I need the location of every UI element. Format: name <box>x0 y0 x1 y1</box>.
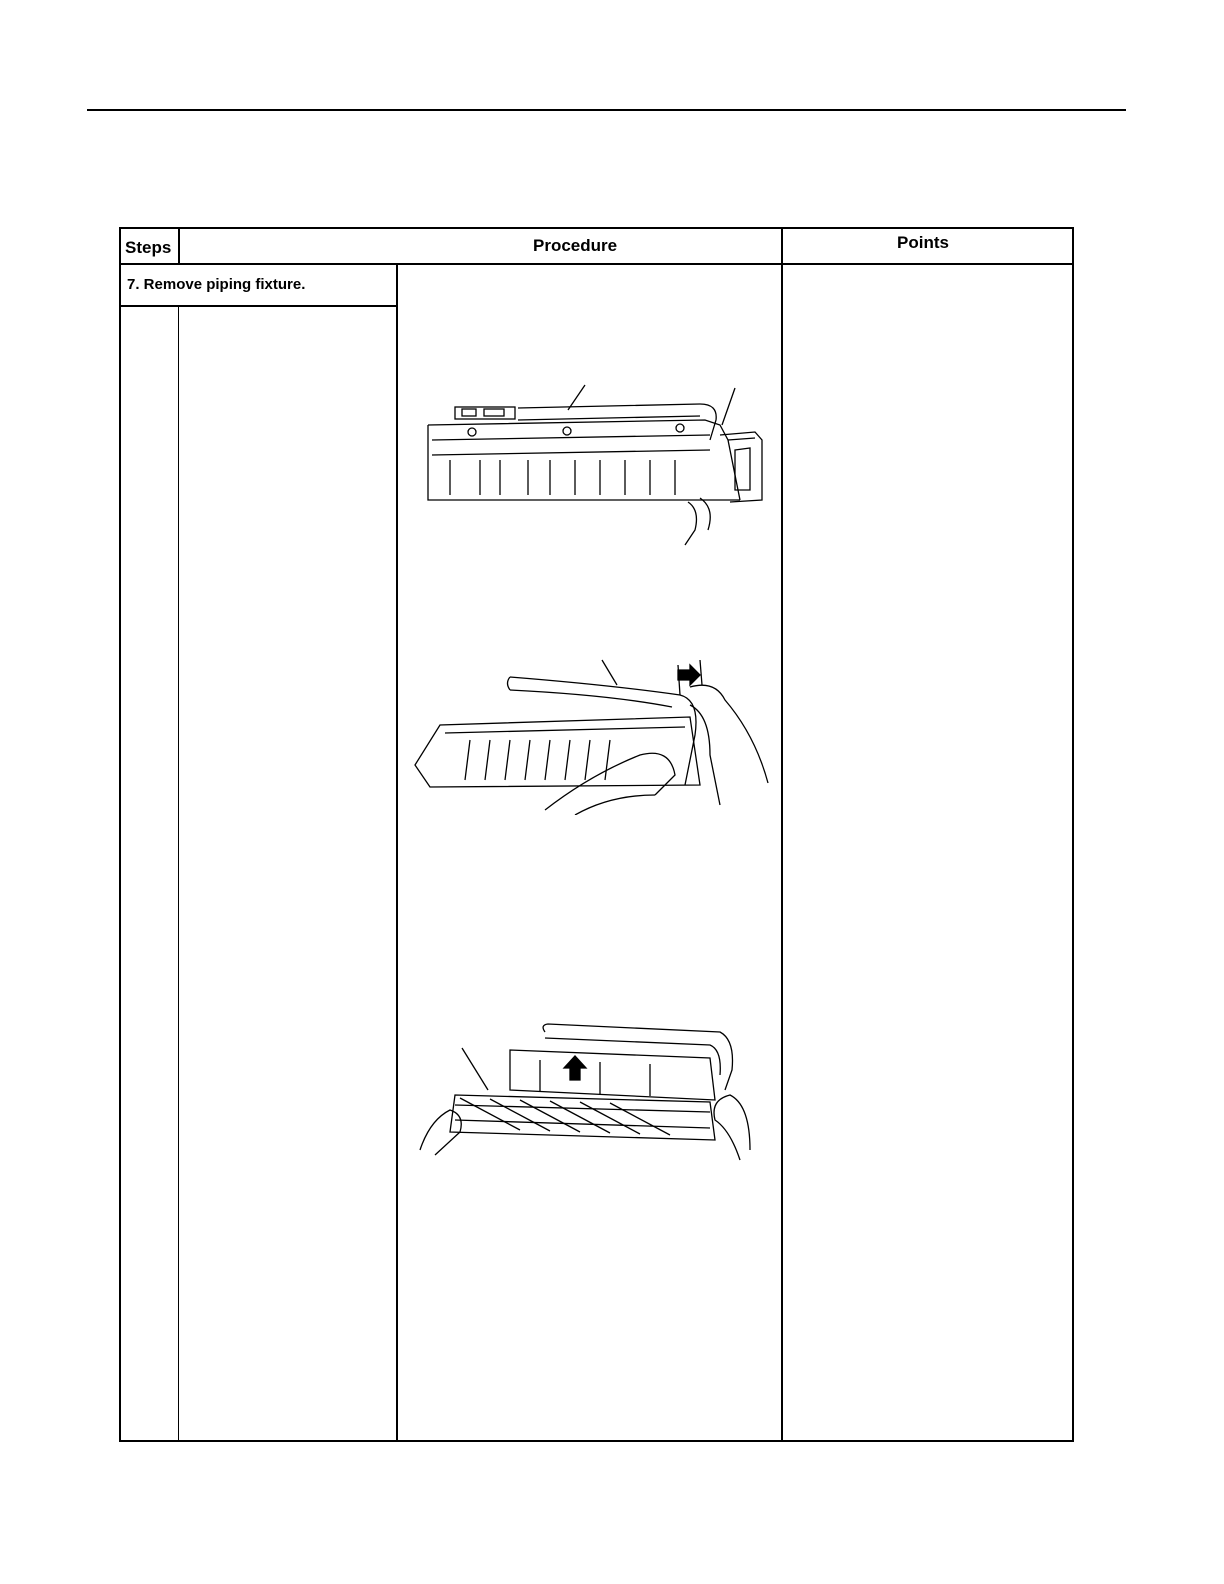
header-procedure: Procedure <box>533 236 618 255</box>
step-sub-divider <box>178 306 179 1442</box>
hands-lifting-heat-exchanger-illustration <box>410 1020 780 1170</box>
procedure-left-divider <box>396 263 398 1442</box>
header-steps: Steps <box>125 238 172 257</box>
header-points: Points <box>897 233 949 252</box>
points-divider <box>781 229 783 1442</box>
hands-pulling-pipe-illustration <box>410 655 780 815</box>
step-title: 7. Remove piping fixture. <box>127 276 306 293</box>
steps-divider <box>178 229 180 263</box>
top-rule <box>87 109 1126 111</box>
indoor-unit-illustration <box>410 380 780 550</box>
header-divider <box>121 263 1072 265</box>
step-title-divider <box>121 305 398 307</box>
